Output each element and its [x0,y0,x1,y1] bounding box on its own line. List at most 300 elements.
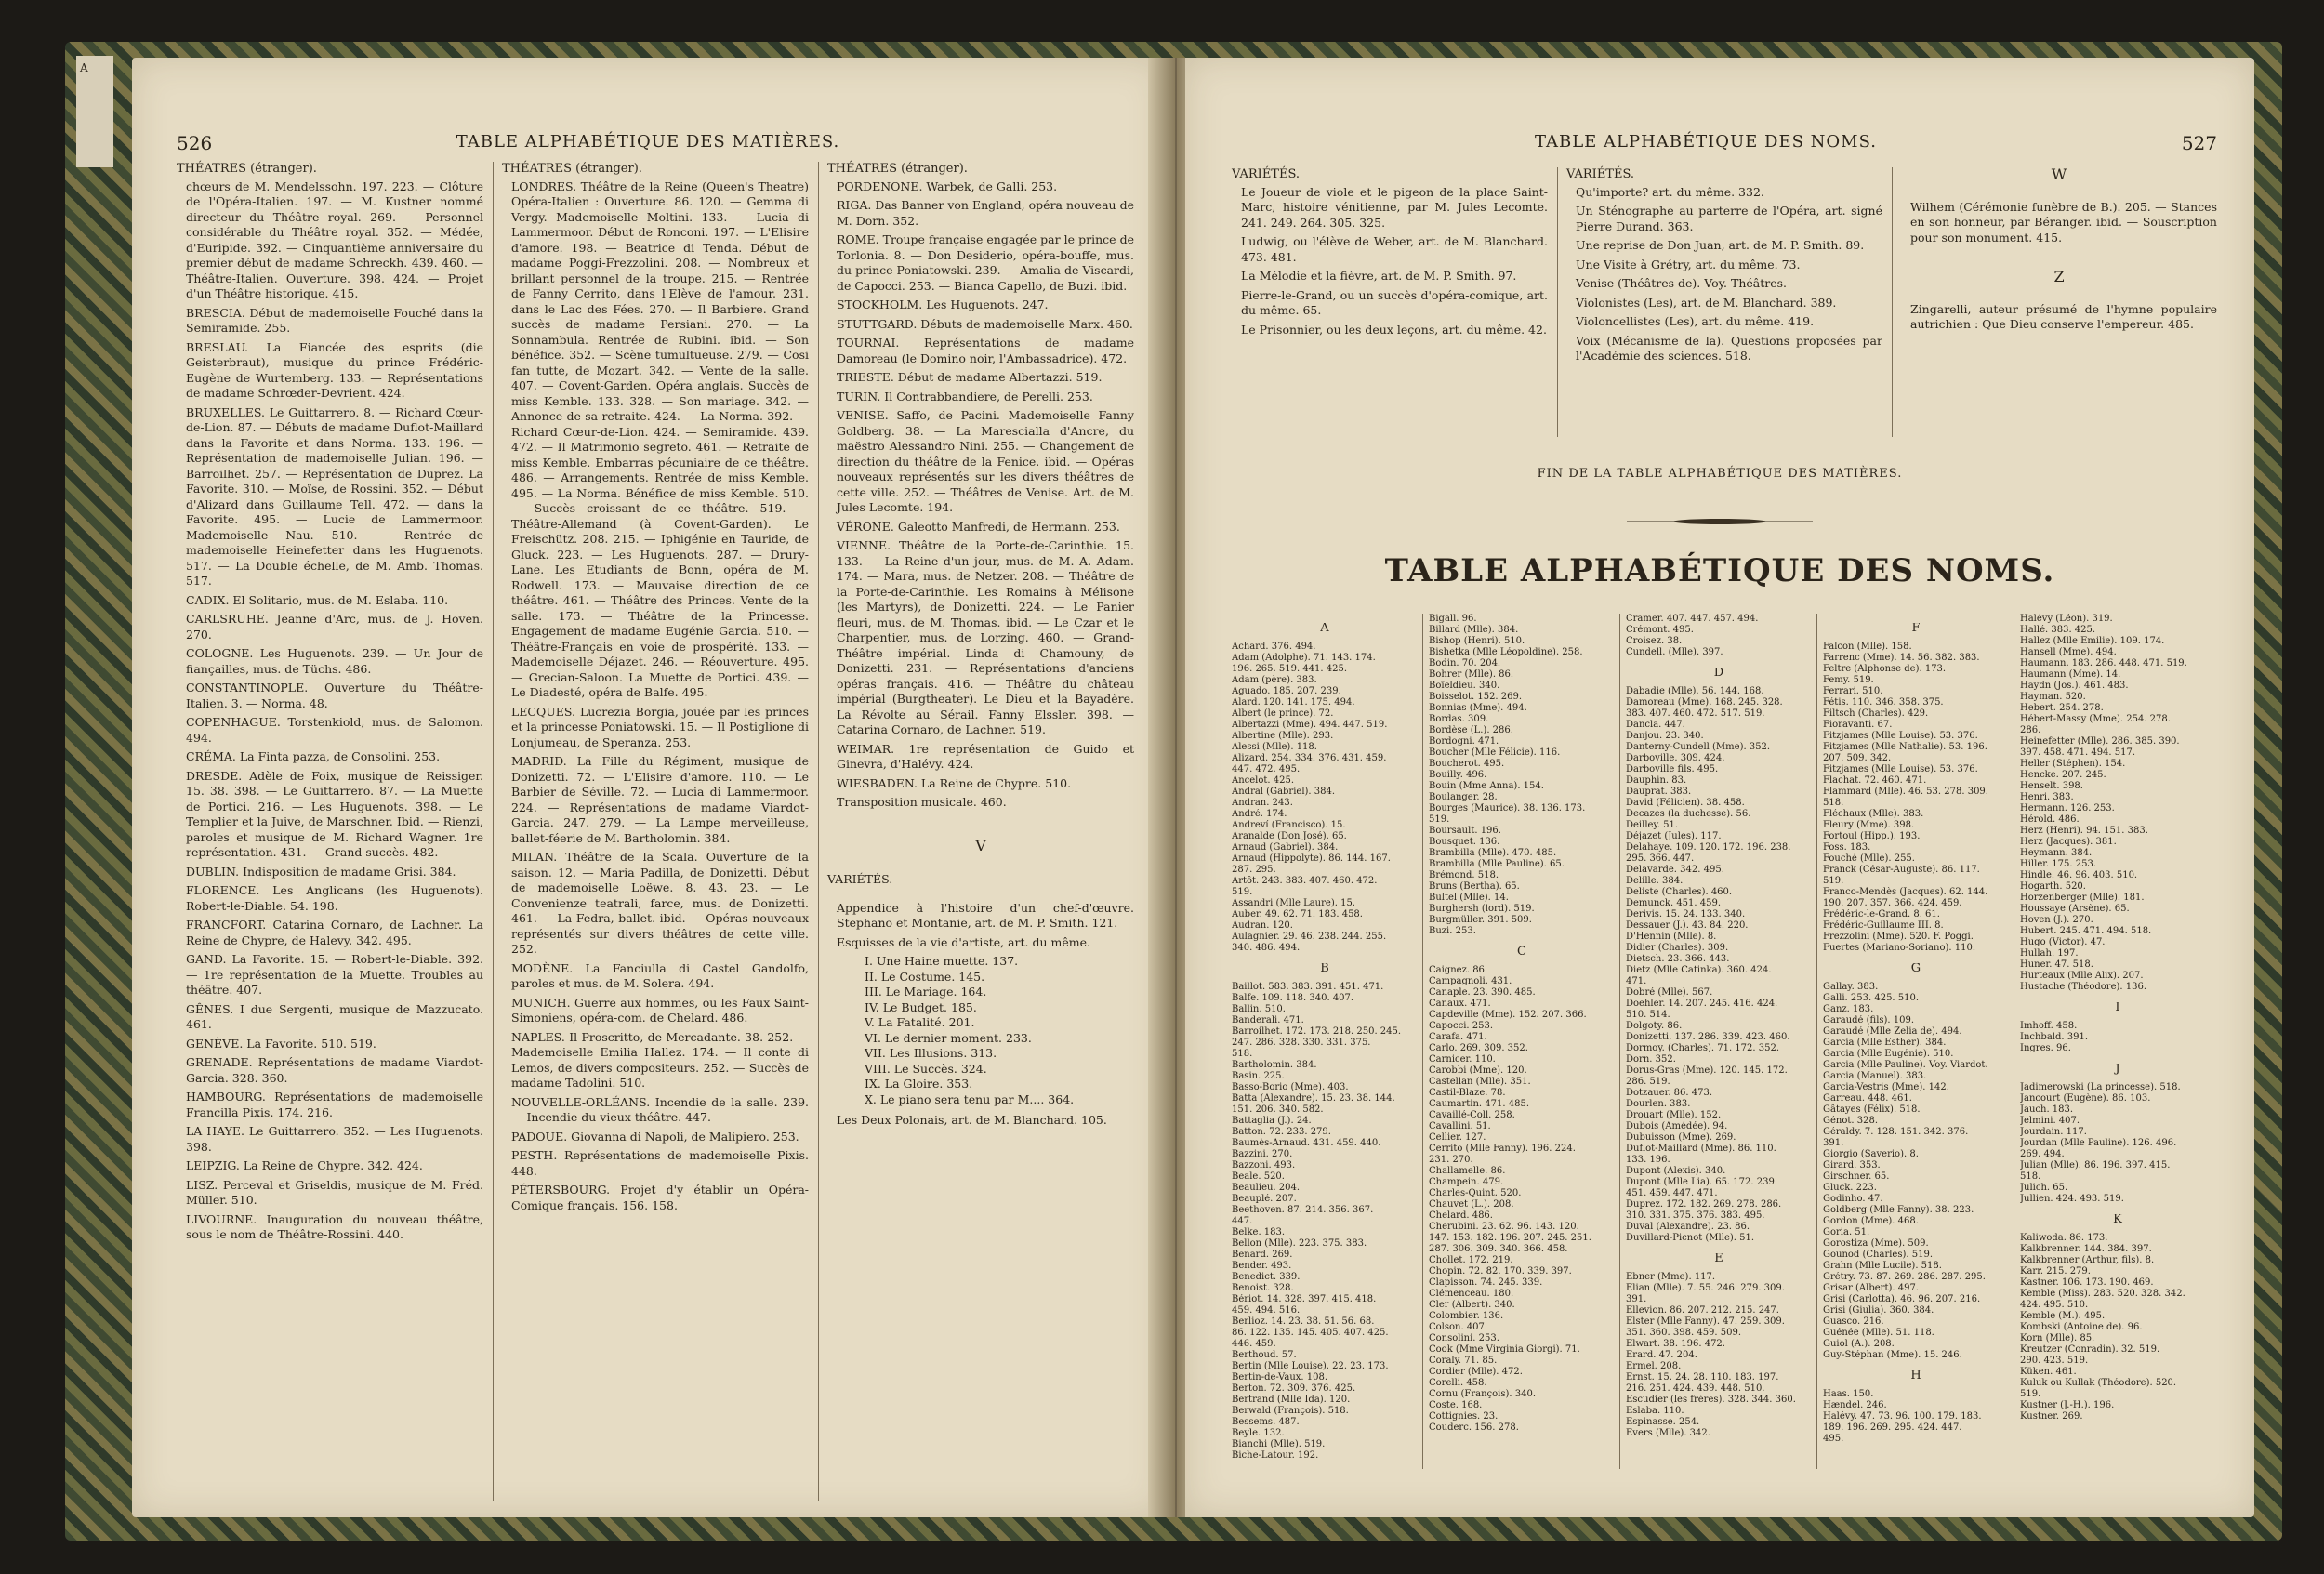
name-entry: Arnaud (Hippolyte). 86. 144. 167. [1232,853,1391,864]
name-entry: Boïeldieu. 340. [1429,681,1500,691]
name-entry: Girard. 353. [1823,1160,1881,1171]
index-entry: LEIPZIG. La Reine de Chypre. 342. 424. [186,1158,423,1172]
index-entry: BRESCIA. Début de mademoiselle Fouché dans la Semiramide. 255. [186,305,483,335]
name-entry: Herz (Henri). 94. 151. 383. [2020,826,2148,836]
sketch-entry: II. Le Costume. 145. [865,969,985,984]
name-entry: Hindle. 46. 96. 403. 510. [2020,870,2138,880]
name-entry: Albert (le prince). 72. [1232,708,1334,719]
name-entry: Dietz (Mlle Catinka). 360. 424. [1626,965,1772,975]
name-entry: Erard. 47. 204. [1626,1350,1697,1360]
index-entry: Une Visite à Grétry, art. du même. 73. [1576,257,1801,271]
name-entry: Dolgoty. 86. [1626,1021,1683,1031]
name-entry: 391. [1823,1138,1844,1148]
name-entry: Cellier. 127. [1429,1132,1486,1143]
name-entry: Godinho. 47. [1823,1194,1883,1204]
name-entry: Foss. 183. [1823,842,1871,853]
name-entry: 269. 494. [2020,1149,2065,1159]
name-entry: Horzenberger (Mlle). 181. [2020,893,2145,903]
name-entry: Dupont (Mlle Lia). 65. 172. 239. [1626,1177,1778,1187]
name-entry: Kuluk ou Kullak (Théodore). 520. [2020,1378,2177,1388]
name-entry: Billard (Mlle). 384. [1429,625,1519,635]
index-entry: HAMBOURG. Représentations de mademoiselle Francilla Pixis. 174. 216. [186,1090,483,1119]
name-entry: Fléchaux (Mlle). 383. [1823,809,1924,819]
name-entry: Derivis. 15. 24. 133. 340. [1626,909,1746,919]
index-entry: STUTTGARD. Débuts de mademoiselle Marx. 460. [837,316,1133,331]
index-entry: LA HAYE. Le Guittarrero. 352. — Les Huguenots. 398. [186,1124,483,1154]
name-entry: Espinasse. 254. [1626,1417,1700,1427]
left-page [132,58,1164,1517]
index-entry: TOURNAI. Représentations de madame Damoreau (le Domino noir, l'Ambassadrice). 472. [837,336,1134,365]
name-entry: Colombier. 136. [1429,1311,1504,1321]
name-entry: Brambilla (Mlle). 470. 485. [1429,848,1557,858]
name-entry: Basin. 225. [1232,1071,1285,1081]
name-entry: Campagnoli. 431. [1429,976,1512,986]
name-entry: Cramer. 407. 447. 457. 494. [1626,614,1759,624]
name-entry: 286. [2020,725,2041,735]
name-entry: Aranalde (Don José). 65. [1232,831,1347,841]
name-entry: Dauprat. 383. [1626,787,1692,797]
name-entry: Alessi (Mlle). 118. [1232,742,1317,752]
name-entry: Jelmini. 407. [2020,1116,2080,1126]
index-entry: VÉRONE. Galeotto Manfredi, de Hermann. 253. [837,519,1120,534]
name-entry: Charles-Quint. 520. [1429,1188,1522,1198]
name-entry: Hustache (Théodore). 136. [2020,982,2147,992]
name-entry: Dorus-Gras (Mme). 120. 145. 172. [1626,1065,1788,1076]
index-entry: chœurs de M. Mendelssohn. 197. 223. — Clôture de l'Opéra-Italien. 197. — M. Kustner nommé directeur du Théâtre royal. 269. — Personnel considérable du Théâtre royal. 352. — Médée, d'Euripide. 392. — Cinquantième anniversaire du premier début de madame Schreckh. 439. 460. — Théâtre-Italien. Ouverture. 398. 424. — Projet d'un Théâtre historique. 415. [186,179,483,300]
name-entry: 216. 251. 424. 439. 448. 510. [1626,1383,1765,1394]
name-entry: Auber. 49. 62. 71. 183. 458. [1232,909,1363,919]
index-entry: LISZ. Perceval et Griseldis, musique de M. Fréd. Müller. 510. [186,1177,483,1207]
name-entry: 518. [1232,1049,1253,1059]
name-entry: Dietsch. 23. 366. 443. [1626,954,1730,964]
name-entry: André. 174. [1232,809,1287,819]
name-entry: Clémenceau. 180. [1429,1289,1514,1299]
name-entry: Fouché (Mlle). 255. [1823,853,1915,864]
name-entry: Guy-Stéphan (Mme). 15. 246. [1823,1350,1962,1360]
name-entry: Hullah. 197. [2020,948,2079,959]
name-entry: Achard. 376. 494. [1232,642,1316,652]
name-entry: Dubois (Amédée). 94. [1626,1121,1728,1131]
name-entry: Berlioz. 14. 23. 38. 51. 56. 68. [1232,1316,1375,1327]
right-top-column-1 [1232,167,1548,341]
name-entry: 518. [2020,1171,2041,1182]
index-entry: FRANCFORT. Catarina Cornaro, de Lachner. La Reine de Chypre, de Halevy. 342. 495. [186,918,483,947]
name-entry: Imhoff. 458. [2020,1021,2078,1031]
index-entry: Transposition musicale. 460. [837,795,1007,809]
section-letter: W [2051,165,2067,183]
index-entry: BRUXELLES. Le Guittarrero. 8. — Richard Cœur-de-Lion. 87. — Débuts de madame Duflot-Maillard dans la Favorite et dans Norma. 133. 196. — Représentation de mademoiselle Julian. 196. — Barroilhet. 257. — Représentation de Duprez. La Favorite. 310. — Moïse, de Rossini. 352. — Début d'Alizard dans Guillaume Tell. 472. — dans la Favorite. 495. — Lucie de Lammermoor. Mademoiselle Nau. 510. — Rentrée de mademoiselle Heinefetter dans les Huguenots. 517. — La Double échelle, de M. Amb. Thomas. 517. [186,404,483,588]
name-entry: Kustner. 269. [2020,1411,2083,1422]
letter-heading: F [1911,623,1921,634]
name-entry: Cavallini. 51. [1429,1121,1491,1131]
name-entry: Caumartin. 471. 485. [1429,1099,1530,1109]
name-entry: Arnaud (Gabriel). 384. [1232,842,1339,853]
name-entry: Dobré (Mlle). 567. [1626,987,1713,998]
index-entry: MILAN. Théâtre de la Scala. Ouverture de la saison. 12. — Maria Padilla, de Donizetti. Début de mademoiselle Loëwe. 8. 43. 23. — Le Convenienze teatrali, farce, mus. de Donizetti. 461. — La Fedra, ballet. ibid. — Opéras nouveaux représentés sur divers théâtres de cette ville. 252. [511,850,809,956]
left-column-3 [827,162,1134,1132]
index-entry: LIVOURNE. Inauguration du nouveau théâtre, sous le nom de Théâtre-Rossini. 440. [186,1211,483,1241]
name-entry: Batta (Alexandre). 15. 23. 38. 144. [1232,1093,1395,1104]
name-entry: Biche-Latour. 192. [1232,1450,1319,1461]
name-entry: Grétry. 73. 87. 269. 286. 287. 295. [1823,1272,1986,1282]
name-entry: Bodin. 70. 204. [1429,658,1501,668]
names-column-5 [2020,614,2215,1422]
name-entry: Eslaba. 110. [1626,1406,1684,1416]
name-entry: Jadimerowski (La princesse). 518. [2020,1082,2181,1092]
column-title: VARIÉTÉS. [1566,167,1635,181]
name-entry: 383. 407. 460. 472. 517. 519. [1626,708,1765,719]
index-entry: RIGA. Das Banner von England, opéra nouveau de M. Dorn. 352. [837,198,1134,228]
name-entry: 295. 366. 447. [1626,853,1695,864]
index-entry: Pierre-le-Grand, ou un succès d'opéra-comique, art. du même. 65. [1241,287,1548,317]
section-letter: V [975,836,986,854]
name-entry: 196. 265. 519. 441. 425. [1232,664,1348,674]
name-entry: Ferrari. 510. [1823,686,1883,696]
name-entry: Cook (Mme Virginia Giorgi). 71. [1429,1344,1580,1355]
index-entry: WIESBADEN. La Reine de Chypre. 510. [837,775,1072,790]
index-entry: ROME. Troupe française engagée par le prince de Torlonia. 8. — Don Desiderio, opéra-bouffe, mus. du prince Poniatowski. 239. — Amalia de Viscardi, de Capocci. 253. — Bianca Capello, de Buzi. ibid. [837,232,1134,293]
name-entry: Coraly. 71. 85. [1429,1356,1498,1366]
end-of-table-note: FIN DE LA TABLE ALPHABÉTIQUE DES MATIÈRES. [1537,467,1903,481]
name-entry: Adam (Adolphe). 71. 143. 174. [1232,653,1376,663]
name-entry: Dubuisson (Mme). 269. [1626,1132,1736,1143]
name-entry: Danjou. 23. 340. [1626,731,1704,741]
index-entry: Un Sténographe au parterre de l'Opéra, art. signé Pierre Durand. 363. [1576,204,1882,233]
index-entry: Appendice à l'histoire d'un chef-d'œuvre. Stephano et Montanie, art. de M. P. Smith. 121. [837,900,1134,930]
name-entry: 471. [1626,976,1647,986]
index-entry: Le Joueur de viole et le pigeon de la place Saint-Marc, histoire vénitienne, par M. Jules Lecomte. 241. 249. 264. 305. 325. [1241,184,1548,230]
column-divider [1816,614,1817,1469]
name-entry: Bender. 493. [1232,1261,1292,1271]
index-entry: Venise (Théâtres de). Voy. Théâtres. [1576,276,1788,290]
name-entry: 310. 331. 375. 376. 383. 495. [1626,1210,1765,1221]
name-entry: Fitzjames (Mlle Nathalie). 53. 196. [1823,742,1987,752]
name-entry: Falcon (Mlle). 158. [1823,642,1912,652]
name-entry: Franco-Mendès (Jacques). 62. 144. [1823,887,1988,897]
name-entry: Assandri (Mlle Laure). 15. [1232,898,1355,908]
name-entry: Demunck. 451. 459. [1626,898,1722,908]
name-entry: Donizetti. 137. 286. 339. 423. 460. [1626,1032,1790,1042]
name-entry: 510. 514. [1626,1010,1670,1020]
name-entry: Garcia (Manuel). 383. [1823,1071,1927,1081]
name-entry: Ingres. 96. [2020,1043,2071,1053]
index-entry: Zingarelli, auteur présumé de l'hymne populaire autrichien : Que Dieu conserve l'empereur. 485. [1910,301,2217,331]
name-entry: Cherubini. 23. 62. 96. 143. 120. [1429,1222,1579,1232]
name-entry: David (Félicien). 38. 458. [1626,798,1745,808]
name-entry: 519. [1429,814,1450,825]
name-entry: Julian (Mlle). 86. 196. 397. 415. [2020,1160,2171,1171]
name-entry: Dorn. 352. [1626,1054,1676,1065]
sketch-entry: III. Le Mariage. 164. [865,985,987,999]
name-entry: Delahaye. 109. 120. 172. 196. 238. [1626,842,1791,853]
name-entry: Garaudé (Mlle Zelia de). 494. [1823,1026,1962,1037]
sketch-entry: VII. Les Illusions. 313. [865,1046,997,1060]
name-entry: Challamelle. 86. [1429,1166,1506,1176]
index-entry: VIENNE. Théâtre de la Porte-de-Carinthie. 15. 133. — La Reine d'un jour, mus. de M. A. Adam. 174. — Mara, mus. de Netzer. 208. — Théâtre de la Porte-de-Carinthie. Les Romains à Mélisone (les Martyrs), de Donizetti. 224. — Le Panier fleuri, mus. de M. Thomas. ibid. — Le Czar et le Charpentier, mus. de Lorzing. 460. — Grand-Théâtre impérial. Linda di Chamouny, de Donizetti. 231. — Représentations d'anciens opéras français. 416. — Théâtre du château impérial (Burgtheater). Le Dieu et la Bayadère. La Révolte au Sérail. Fanny Elssler. 398. — Catarina Cornaro, de Lachner. 519. [837,538,1134,736]
name-entry: Fuertes (Mariano-Soriano). 110. [1823,943,1976,953]
column-title: THÉATRES (étranger). [502,162,642,176]
sketch-entry: IX. La Gloire. 353. [865,1077,973,1091]
name-entry: Huner. 47. 518. [2020,959,2093,970]
index-entry: NAPLES. Il Proscritto, de Mercadante. 38. 252. — Mademoiselle Emilia Hallez. 174. — Il conte di Lemos, de divers compositeurs. 252. — Succès de madame Tadolini. 510. [511,1029,809,1090]
name-entry: Doehler. 14. 207. 245. 416. 424. [1626,999,1778,1009]
name-entry: Basso-Borio (Mme). 403. [1232,1082,1349,1092]
name-entry: Colson. 407. [1429,1322,1488,1332]
name-entry: Banderali. 471. [1232,1015,1304,1025]
name-entry: Carafa. 471. [1429,1032,1487,1042]
column-divider [493,162,494,1501]
name-entry: Cottignies. 23. [1429,1411,1499,1422]
index-entry: Qu'importe? art. du même. 332. [1576,184,1764,199]
name-entry: Champein. 479. [1429,1177,1504,1187]
name-entry: Hurteaux (Mlle Alix). 207. [2020,971,2144,981]
name-entry: Herz (Jacques). 381. [2020,837,2117,847]
name-entry: Bartholomin. 384. [1232,1060,1317,1070]
name-entry: Frédéric-le-Grand. 8. 61. [1823,909,1940,919]
column-divider [1422,614,1423,1469]
name-entry: Femy. 519. [1823,675,1874,685]
name-entry: Hugo (Victor). 47. [2020,937,2106,947]
names-column-3 [1626,614,1812,1439]
name-entry: Croisez. 38. [1626,636,1683,646]
name-entry: Darboville. 309. 424. [1626,753,1725,763]
name-entry: Consolini. 253. [1429,1333,1499,1343]
name-entry: Albertazzi (Mme). 494. 447. 519. [1232,720,1388,730]
name-entry: 151. 206. 340. 582. [1232,1104,1324,1115]
name-entry: Alizard. 254. 334. 376. 431. 459. [1232,753,1387,763]
name-entry: Grisi (Carlotta). 46. 96. 207. 216. [1823,1294,1981,1304]
name-entry: Jullien. 424. 493. 519. [2020,1194,2124,1204]
right-top-column-3 [1901,167,2217,337]
right-top-column-2 [1566,167,1882,368]
column-title: THÉATRES (étranger). [177,162,317,176]
name-entry: Belke. 183. [1232,1227,1286,1237]
names-column-2 [1429,614,1615,1434]
index-entry: MODÈNE. La Fanciulla di Castel Gandolfo, paroles et mus. de M. Solera. 494. [511,960,809,990]
name-entry: Canaux. 471. [1429,999,1491,1009]
column-title: VARIÉTÉS. [1232,167,1301,181]
name-entry: Garcia (Mlle Pauline). Voy. Viardot. [1823,1060,1988,1070]
name-entry: Kaliwoda. 86. 173. [2020,1233,2108,1243]
sketch-entry: V. La Fatalité. 201. [865,1015,975,1029]
name-entry: Benedict. 339. [1232,1272,1301,1282]
index-entry: Ludwig, ou l'élève de Weber, art. de M. Blanchard. 473. 481. [1241,234,1548,264]
index-entry: Violonistes (Les), art. de M. Blanchard. 389. [1576,295,1837,310]
index-entry: Le Prisonnier, ou les deux leçons, art. du même. 42. [1241,322,1547,337]
name-entry: Deilley. 51. [1626,820,1679,830]
name-entry: Aguado. 185. 207. 239. [1232,686,1341,696]
name-entry: Hubert. 245. 471. 494. 518. [2020,926,2152,936]
name-entry: Garcia (Mlle Esther). 384. [1823,1038,1947,1048]
name-entry: Hencke. 207. 245. [2020,770,2106,780]
name-entry: Fitzjames (Mlle Louise). 53. 376. [1823,764,1978,774]
index-entry: Voix (Mécanisme de la). Questions proposées par l'Académie des sciences. 518. [1576,333,1882,363]
name-entry: Capocci. 253. [1429,1021,1494,1031]
name-entry: Bessems. 487. [1232,1417,1300,1427]
name-entry: Brémond. 518. [1429,870,1499,880]
name-entry: Chopin. 72. 82. 170. 339. 397. [1429,1266,1572,1276]
name-entry: 247. 286. 328. 330. 331. 375. [1232,1038,1371,1048]
name-entry: Battaglia (J.). 24. [1232,1116,1312,1126]
name-entry: Crémont. 495. [1626,625,1694,635]
sketch-entry: VI. Le dernier moment. 233. [865,1030,1032,1045]
name-entry: Duval (Alexandre). 23. 86. [1626,1222,1750,1232]
name-entry: Hallé. 383. 425. [2020,625,2096,635]
name-entry: Damoreau (Mme). 168. 245. 328. [1626,697,1783,708]
name-entry: Halévy (Léon). 319. [2020,614,2113,624]
name-entry: Carlo. 269. 309. 352. [1429,1043,1528,1053]
name-entry: Carobbi (Mme). 120. [1429,1065,1527,1076]
name-entry: Andran. 243. [1232,798,1293,808]
name-entry: Clapisson. 74. 245. 339. [1429,1277,1543,1288]
name-entry: Bertin (Mlle Louise). 22. 23. 173. [1232,1361,1389,1371]
name-entry: Kemble (M.). 495. [2020,1311,2106,1321]
names-index-title: TABLE ALPHABÉTIQUE DES NOMS. [1384,552,2055,589]
name-entry: Chollet. 172. 219. [1429,1255,1513,1265]
index-entry: COLOGNE. Les Huguenots. 239. — Un Jour de fiançailles, mus. de Tüchs. 486. [186,646,483,676]
name-entry: Elster (Mlle Fanny). 47. 259. 309. [1626,1316,1785,1327]
letter-heading: C [1517,946,1526,958]
name-entry: Feltre (Alphonse de). 173. [1823,664,1947,674]
index-entry: LECQUES. Lucrezia Borgia, jouée par les princes et la princesse Poniatowski. 15. — Il Postiglione di Lonjumeau, de Speranza. 253. [511,704,809,749]
name-entry: Aulagnier. 29. 46. 238. 244. 255. [1232,932,1387,942]
name-entry: Cundell. (Mlle). 397. [1626,647,1723,657]
name-entry: Burgmüller. 391. 509. [1429,915,1532,925]
sketch-entry: I. Une Haine muette. 137. [865,954,1019,968]
sketch-entry: X. Le piano sera tenu par M.... 364. [865,1091,1075,1106]
name-entry: 190. 207. 357. 366. 424. 459. [1823,898,1962,908]
index-entry: TRIESTE. Début de madame Albertazzi. 519. [837,370,1103,384]
name-entry: Bultel (Mlle). 14. [1429,893,1509,903]
name-entry: 447. [1232,1216,1253,1226]
name-entry: Kemble (Miss). 283. 520. 328. 342. [2020,1289,2185,1299]
name-entry: Girschner. 65. [1823,1171,1890,1182]
name-entry: Ellevion. 86. 207. 212. 215. 247. [1626,1305,1779,1316]
name-entry: Andral (Gabriel). 384. [1232,787,1336,797]
name-entry: Grisar (Albert). 497. [1823,1283,1919,1293]
column-divider [1557,167,1558,437]
name-entry: Gounod (Charles). 519. [1823,1250,1933,1260]
name-entry: Bordèse (L.). 286. [1429,725,1513,735]
name-entry: Dauphin. 83. [1626,775,1687,786]
name-entry: Haumann. 183. 286. 448. 471. 519. [2020,658,2187,668]
name-entry: 519. [2020,1389,2041,1399]
name-entry: Giorgio (Saverio). 8. [1823,1149,1919,1159]
name-entry: Duprez. 172. 182. 269. 278. 286. [1626,1199,1782,1210]
left-page-header: TABLE ALPHABÉTIQUE DES MATIÈRES. [456,132,840,152]
name-entry: Darboville fils. 495. [1626,764,1719,774]
name-entry: Bériot. 14. 328. 397. 415. 418. [1232,1294,1377,1304]
name-entry: Guiol (A.). 208. [1823,1339,1895,1349]
left-column-1 [177,162,483,1247]
name-entry: Alard. 120. 141. 175. 494. [1232,697,1355,708]
name-entry: Grahn (Mlle Lucile). 518. [1823,1261,1942,1271]
letter-heading: K [2113,1214,2122,1225]
index-entry: GRENADE. Représentations de madame Viardot-Garcia. 328. 360. [186,1055,483,1085]
name-entry: Goria. 51. [1823,1227,1870,1237]
name-entry: Hebert. 254. 278. [2020,703,2104,713]
index-entry: CONSTANTINOPLE. Ouverture du Théâtre-Italien. 3. — Norma. 48. [186,681,483,710]
name-entry: Filtsch (Charles). 429. [1823,708,1929,719]
name-entry: Hérold. 486. [2020,814,2080,825]
right-page [1185,58,2254,1517]
name-entry: Henselt. 398. [2020,781,2083,791]
name-entry: Dormoy. (Charles). 71. 172. 352. [1626,1043,1780,1053]
index-entry: GÊNES. I due Sergenti, musique de Mazzucato. 461. [186,1001,483,1031]
index-entry: CARLSRUHE. Jeanne d'Arc, mus. de J. Hoven. 270. [186,612,483,642]
name-entry: 147. 153. 182. 196. 207. 245. 251. [1429,1233,1591,1243]
name-entry: 397. 458. 471. 494. 517. [2020,747,2136,758]
name-entry: Kalkbrenner. 144. 384. 397. [2020,1244,2152,1254]
name-entry: Elwart. 38. 196. 472. [1626,1339,1725,1349]
name-entry: Chauvet (L.). 208. [1429,1199,1514,1210]
name-entry: Jancourt (Eugène). 86. 103. [2020,1093,2151,1104]
name-entry: 451. 459. 447. 471. [1626,1188,1718,1198]
index-entry: Violoncellistes (Les), art. du même. 419. [1576,314,1815,328]
name-entry: Dourlen. 383. [1626,1099,1691,1109]
name-entry: Farrenc (Mme). 14. 56. 382. 383. [1823,653,1980,663]
name-entry: Delille. 384. [1626,876,1684,886]
index-entry: DRESDE. Adèle de Foix, musique de Reissiger. 15. 38. 398. — Le Guittarrero. 87. — La Muette de Portici. 216. — Les Huguenots. 398. — Le Templier et la Juive, de Marschner. Ibid. — Rienzi, paroles et musique de M. Richard Wagner. 1re représentation. 431. — Grand succès. 482. [186,768,483,859]
name-entry: Danterny-Cundell (Mme). 352. [1626,742,1771,752]
name-entry: 133. 196. [1626,1155,1670,1165]
name-entry: Cavaillé-Coll. 258. [1429,1110,1515,1120]
name-entry: Küken. 461. [2020,1367,2077,1377]
name-entry: Bouin (Mme Anna). 154. [1429,781,1544,791]
name-entry: 86. 122. 135. 145. 405. 407. 425. [1232,1328,1389,1338]
name-entry: Galli. 253. 425. 510. [1823,993,1920,1003]
names-column-1 [1232,614,1418,1462]
name-entry: Guénée (Mlle). 51. 118. [1823,1328,1934,1338]
name-entry: Benard. 269. [1232,1250,1293,1260]
name-entry: 207. 509. 342. [1823,753,1892,763]
column-divider [1619,614,1620,1469]
name-entry: Baumès-Arnaud. 431. 459. 440. [1232,1138,1381,1148]
name-entry: Dancla. 447. [1626,720,1685,730]
name-entry: Couderc. 156. 278. [1429,1422,1519,1433]
name-entry: Jourdain. 117. [2020,1127,2087,1137]
left-column-2 [502,162,809,1217]
name-entry: Elian (Mlle). 7. 55. 246. 279. 309. [1626,1283,1785,1293]
name-entry: Barroilhet. 172. 173. 218. 250. 245. [1232,1026,1402,1037]
name-entry: Dabadie (Mlle). 56. 144. 168. [1626,686,1764,696]
name-entry: Flammard (Mlle). 46. 53. 278. 309. [1823,787,1988,797]
name-entry: Hændel. 246. [1823,1400,1887,1410]
name-entry: Dotzauer. 86. 473. [1626,1088,1713,1098]
section-title: VARIÉTÉS. [827,872,893,886]
name-entry: Deliste (Charles). 460. [1626,887,1733,897]
index-entry: TURIN. Il Contrabbandiere, de Perelli. 253. [837,389,1093,403]
name-entry: Delavarde. 342. 495. [1626,865,1724,875]
name-entry: Grisi (Giulia). 360. 384. [1823,1305,1934,1316]
name-entry: Berthoud. 57. [1232,1350,1297,1360]
name-entry: Adam (père). 383. [1232,675,1317,685]
index-entry: BRESLAU. La Fiancée des esprits (die Geisterbraut), musique du prince Frédéric-Eugène de Wurtemberg. 133. — Représentations de madame Schrœder-Devrient. 424. [186,339,483,400]
name-entry: 495. [1823,1434,1844,1444]
name-entry: Gâtayes (Félix). 518. [1823,1104,1921,1115]
name-entry: Corelli. 458. [1429,1378,1487,1388]
name-entry: Hogarth. 520. [2020,881,2086,892]
name-entry: Escudier (les frères). 328. 344. 360. [1626,1395,1796,1405]
name-entry: Kastner. 106. 173. 190. 469. [2020,1277,2154,1288]
index-entry: NOUVELLE-ORLÉANS. Incendie de la salle. 239. — Incendie du vieux théâtre. 447. [511,1094,809,1124]
name-entry: Benoist. 328. [1232,1283,1294,1293]
letter-heading: H [1910,1370,1921,1382]
index-entry: Wilhem (Cérémonie funèbre de B.). 205. — Stances en son honneur, par Béranger. ibid. — Souscription pour son monument. 415. [1910,199,2217,245]
name-entry: D'Hennin (Mlle). 8. [1626,932,1717,942]
name-entry: Kustner (J.-H.). 196. [2020,1400,2115,1410]
index-entry: MUNICH. Guerre aux hommes, ou les Faux Saint-Simoniens, opéra-com. de Chelard. 486. [511,995,809,1025]
